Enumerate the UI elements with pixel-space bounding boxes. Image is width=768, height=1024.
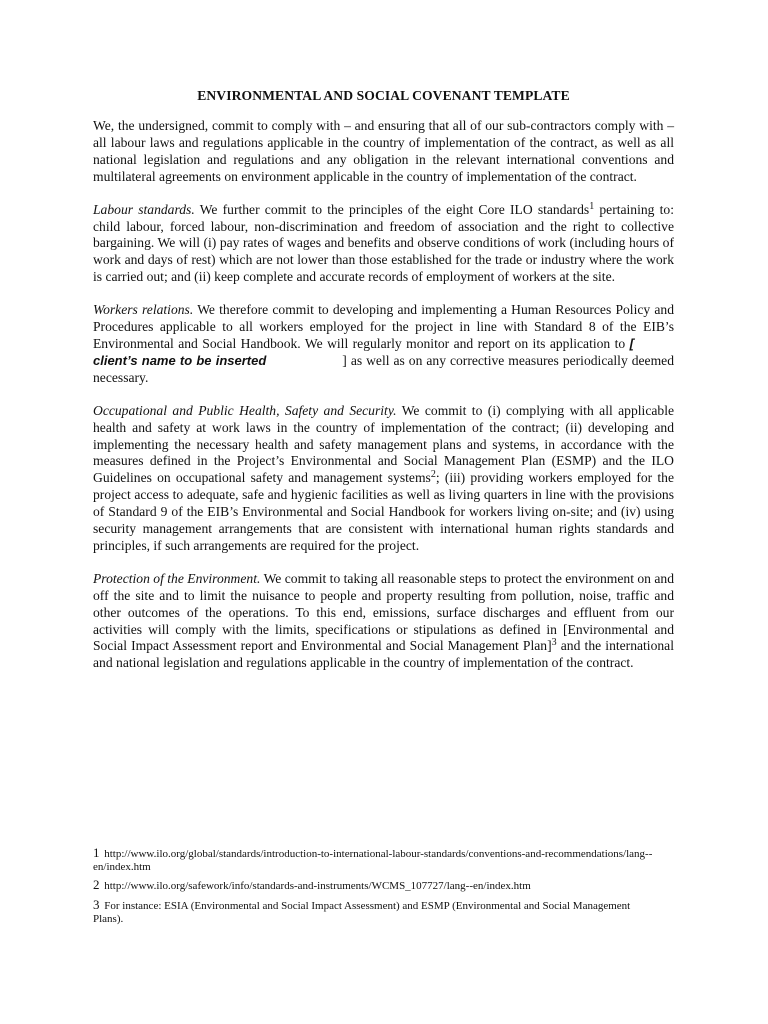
labour-standards-text-cont: pertaining to: child labour, forced labour, non-discrimination and freedom of association and the right to collective bargaining. We will (i) pay rates of wages and benefits and observe conditions of work (including hours of work and days of rest) which are not lower than those established for the trade or industry where the work is carried out; and (ii) keep complete and accurate records of employment of workers at the site. [93, 201, 674, 285]
environment-paragraph [93, 571, 674, 672]
footnote-1 [93, 846, 653, 874]
workers-relations-paragraph [93, 302, 674, 387]
labour-standards-paragraph [93, 202, 674, 287]
bracket-close: ] [342, 352, 347, 368]
footnote-text: For instance: ESIA (Environmental and Social Impact Assessment) and ESMP (Environmental and Social Management Plans). [93, 899, 631, 925]
footnote-link[interactable]: http://www.ilo.org/safework/info/standards-and-instruments/WCMS_107727/lang--en/index.htm [104, 880, 531, 893]
document-title: ENVIRONMENTAL AND SOCIAL COVENANT TEMPLATE [197, 88, 570, 103]
health-safety-text-cont: ; (iii) providing workers employed for the project access to adequate, safe and hygienic facilities as well as living quarters in line with the provisions of Standard 9 of the EIB’s Environmental and Social Handbook for workers living on-site; and (iv) using security management arrangements that are consistent with international human rights standards and principles, if such arrangements are required for the project. [93, 470, 674, 553]
footnote-link[interactable]: http://www.ilo.org/global/standards/introduction-to-international-labour-standards/conventions-and-recommendations/lang-- en/index.htm [93, 848, 653, 874]
environment-text: We commit to taking all reasonable steps to protect the environment on and off the site and to limit the nuisance to people and property resulting from pollution, noise, traffic and other outcomes of the operations. To this end, emissions, surface discharges and effluent from our activities will comply with the limits, specifications or stipulations as defined in [Environmental and Social Impact Assessment report and Environmental and Social Management Plan] [93, 570, 675, 654]
health-safety-text: We commit to (i) complying with all applicable health and safety at work laws in the country of implementation of the contract; (ii) developing and implementing the necessary health and safety management plans and systems, in accordance with the measures defined in the Project’s Environmental and Social Management Plan (ESMP) and the ILO Guidelines on occupational safety and management systems [93, 402, 675, 486]
labour-standards-heading: Labour standards. [93, 201, 195, 217]
workers-relations-text-cont: as well as on any corrective measures periodically deemed necessary. [93, 352, 674, 385]
intro-paragraph [93, 118, 674, 186]
placeholder-text: client’s name to be inserted [93, 352, 267, 368]
health-safety-paragraph [93, 403, 674, 555]
footnote-number: 2 [93, 877, 100, 893]
health-safety-heading: Occupational and Public Health, Safety and Security. [93, 402, 397, 418]
environment-heading: Protection of the Environment. [93, 570, 261, 586]
labour-standards-text: We further commit to the principles of the eight Core ILO standards [199, 201, 590, 217]
footnote-ref-2[interactable]: 2 [430, 469, 436, 481]
footnote-ref-3[interactable]: 3 [551, 637, 557, 649]
workers-relations-heading: Workers relations. [93, 302, 194, 318]
document-body [93, 86, 674, 688]
intro-text: We, the undersigned, commit to comply with – and ensuring that all of our sub-contractors comply with – all labour laws and regulations applicable in the country of implementation of the contract, as well as all national legislation and regulations and any obligation in the relevant international conventions and multilateral agreements on environment applicable in the country of implementation of the contract. [93, 118, 674, 184]
footnotes [93, 846, 653, 930]
workers-relations-text: We therefore commit to developing and implementing a Human Resources Policy and Procedures applicable to all workers employed for the project in line with Standard 8 of the EIB’s Environmental and Social Handbook. We will regularly monitor and report on its application to [93, 302, 675, 351]
footnote-ref-1[interactable]: 1 [589, 200, 595, 212]
footnote-2 [93, 878, 653, 893]
footnote-number: 3 [93, 896, 100, 912]
footnote-3 [93, 898, 653, 926]
bracket-open: [ [629, 335, 634, 351]
footnote-number: 1 [93, 845, 100, 860]
environment-text-cont: and the international and national legislation and regulations applicable in the country of implementation of the contract. [93, 638, 674, 671]
